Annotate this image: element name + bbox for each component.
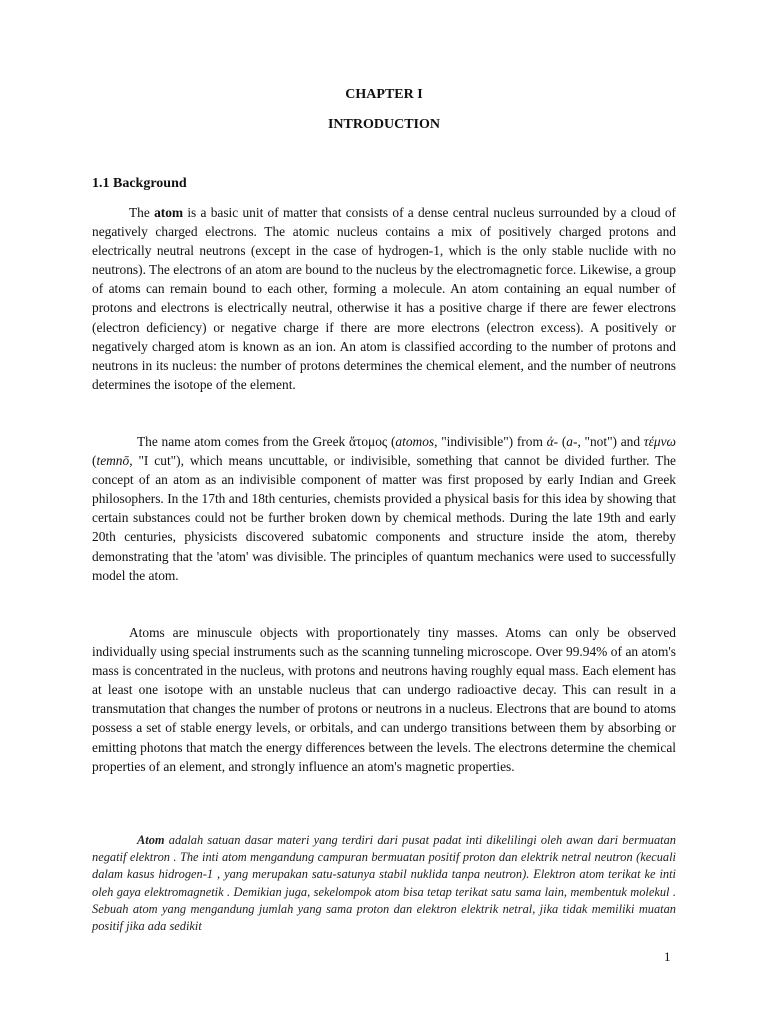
paragraph-1: The atom is a basic unit of matter that consists of a dense central nucleus surrounded by a cloud of negatively charged electrons. The atomic nucleus contains a mix of positively charged protons and electrically neutral neutrons (except in the case of hydrogen-1, which is the only stable nuclide with no neutrons). The electrons of an atom are bound to the nucleus by the electromagnetic force. Likewise, a group of atoms can remain bound to each other, forming a molecule. An atom containing an equal number of protons and electrons is electrically neutral, otherwise it has a positive charge if there are fewer electrons (electron deficiency) or negative charge if there are more electrons (electron excess). A positively or negatively charged atom is known as an ion. An atom is classified according to the number of protons and neutrons in its nucleus: the number of protons determines the chemical element, and the number of neutrons determines the isotope of the element. bbox=[92, 205, 676, 392]
page-number: 1 bbox=[664, 949, 671, 964]
chapter-heading: CHAPTER I bbox=[345, 87, 423, 102]
greek-verb: τέμνω bbox=[643, 434, 676, 449]
greek-prefix: ἀ- bbox=[546, 434, 559, 449]
greek-word: ἄτομος bbox=[348, 434, 388, 449]
section-heading: 1.1 Background bbox=[92, 176, 187, 191]
chapter-title: INTRODUCTION bbox=[327, 117, 440, 132]
paragraph-2: The name atom comes from the Greek ἄτομος (atomos, "indivisible") from ἀ- (a-, "not") and τέμνω (temnō, "I cut"), which means uncuttable, or indivisible, something that cannot be divided further. The concept of an atom as an indivisible component of matter was first proposed by early Indian and Greek philosophers. In the 17th and 18th centuries, chemists provided a physical basis for this idea by showing that certain substances could not be further broken down by chemical methods. During the late 19th and early 20th centuries, physicists discovered subatomic components and structure inside the atom, thereby demonstrating that the 'atom' was divisible. The principles of quantum mechanics were used to successfully model the atom. bbox=[92, 434, 676, 583]
term-atom-id: Atom bbox=[137, 833, 165, 847]
paragraph-4-indonesian: Atom adalah satuan dasar materi yang terdiri dari pusat padat inti dikelilingi oleh awan dari bermuatan negatif elektron . The inti atom mengandung campuran bermuatan positif proton dan elektrik netral neutron (kecuali dalam kasus hidrogen-1 , yang merupakan satu-satunya stabil nuklida tanpa neutron). Elektron atom terikat ke inti oleh gaya elektromagnetik . Demikian juga, sekelompok atom bisa tetap terikat satu sama lain, membentuk molekul . Sebuah atom yang mengandung jumlah yang sama proton dan elektron elektrik netral, jika tidak memiliki muatan positif jika ada sedikit bbox=[92, 833, 676, 934]
term-atom: atom bbox=[154, 205, 184, 220]
paragraph-3: Atoms are minuscule objects with proportionately tiny masses. Atoms can only be observed individually using special instruments such as the scanning tunneling microscope. Over 99.94% of an atom's mass is concentrated in the nucleus, with protons and neutrons having roughly equal mass. Each element has at least one isotope with an unstable nucleus that can undergo radioactive decay. This can result in a transmutation that changes the number of protons or neutrons in a nucleus. Electrons that are bound to atoms possess a set of stable energy levels, or orbitals, and can undergo transitions between them by absorbing or emitting photons that match the energy differences between the levels. The electrons determine the chemical properties of an element, and strongly influence an atom's magnetic properties. bbox=[92, 625, 676, 774]
